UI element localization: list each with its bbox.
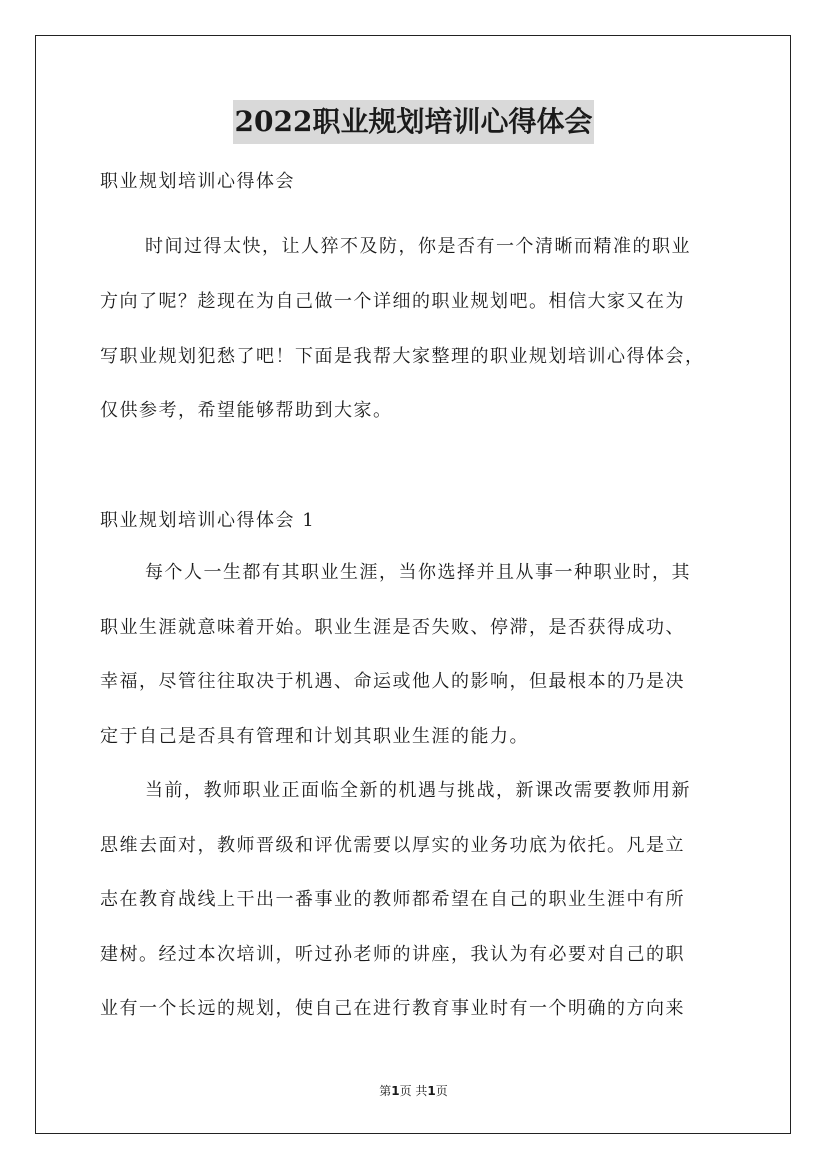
footer-page-total: 1	[427, 1084, 436, 1098]
footer-suffix: 页	[435, 1084, 448, 1098]
paragraph-line: 幸福，尽管往往取决于机遇、命运或他人的影响，但最根本的乃是决	[100, 671, 685, 692]
page-footer	[0, 1083, 827, 1099]
document-title: 2022职业规划培训心得体会	[233, 100, 595, 144]
section-heading: 职业规划培训心得体会 1	[100, 510, 316, 531]
paragraph-line: 时间过得太快，让人猝不及防，你是否有一个清晰而精准的职业	[145, 236, 691, 257]
paragraph-line: 职业生涯就意味着开始。职业生涯是否失败、停滞，是否获得成功、	[100, 617, 685, 638]
paragraph-line: 定于自己是否具有管理和计划其职业生涯的能力。	[100, 726, 529, 747]
paragraph-line: 志在教育战线上干出一番事业的教师都希望在自己的职业生涯中有所	[100, 889, 685, 910]
paragraph-line: 当前，教师职业正面临全新的机遇与挑战，新课改需要教师用新	[145, 780, 691, 801]
paragraph-line: 每个人一生都有其职业生涯，当你选择并且从事一种职业时，其	[145, 562, 691, 583]
footer-mid: 页 共	[399, 1084, 428, 1098]
paragraph-line: 建树。经过本次培训，听过孙老师的讲座，我认为有必要对自己的职	[100, 944, 685, 965]
document-title-wrap	[0, 100, 827, 144]
intro-heading: 职业规划培训心得体会	[100, 171, 295, 192]
paragraph-line: 方向了呢？趁现在为自己做一个详细的职业规划吧。相信大家又在为	[100, 291, 685, 312]
paragraph-line: 业有一个长远的规划，使自己在进行教育事业时有一个明确的方向来	[100, 998, 685, 1019]
footer-prefix: 第	[379, 1084, 392, 1098]
footer-page-number: 1	[391, 1084, 400, 1098]
paragraph-line: 写职业规划犯愁了吧！下面是我帮大家整理的职业规划培训心得体会，	[100, 346, 705, 367]
paragraph-line: 仅供参考，希望能够帮助到大家。	[100, 400, 393, 421]
paragraph-line: 思维去面对，教师晋级和评优需要以厚实的业务功底为依托。凡是立	[100, 835, 685, 856]
